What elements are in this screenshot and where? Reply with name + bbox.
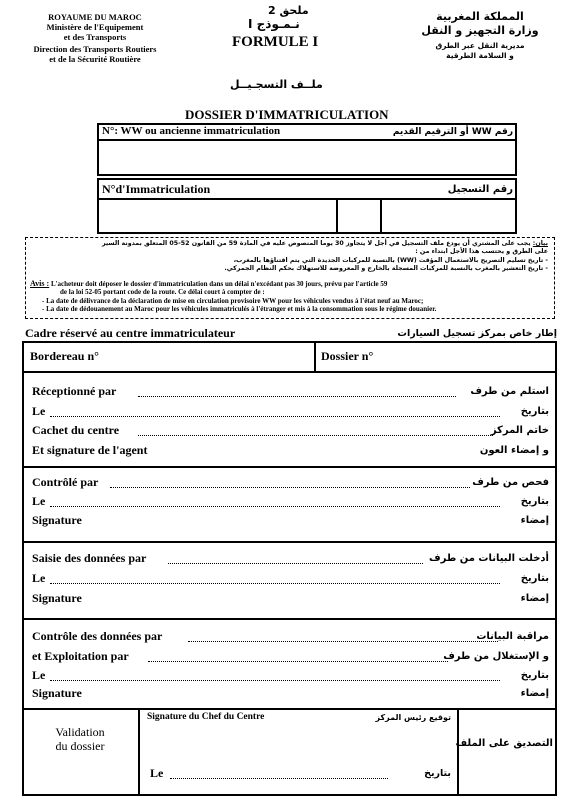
formule-title: FORMULE I [232,34,319,50]
row-label: Le [32,668,46,682]
row-dotted-field[interactable] [148,661,448,662]
bayan-label: بيان: [532,240,548,247]
immat-input-3[interactable] [382,200,515,232]
row-dotted-field[interactable] [50,506,500,507]
header-left-line: Direction des Transports Routiers [33,44,157,54]
row-label-ar: مراقبة البيانات [476,631,549,642]
row-label: et Exploitation par [32,649,129,663]
row-label: Cachet du centre [32,423,120,437]
row-label-ar: بتاريخ [520,573,549,584]
row-label-ar: بتاريخ [520,496,549,507]
notice-ar-line: على الطرق و يحتسب هذا الأجل ابتداء من : [415,248,548,256]
header-right-line: و السلامة الطرقية [446,51,514,60]
row-label: Réceptionné par [32,384,117,398]
row-label: Le [32,404,46,418]
notice-fr-line: - La date de délivrance de la déclaration de mise en circulation provisoire WW pour les véhicules vendus à l'état neuf au Maroc; [42,296,424,305]
header-left-line: et des Transports [63,32,127,42]
row-dotted-field[interactable] [50,583,500,584]
immat-label: N°d'Immatriculation [102,182,211,196]
ww-input[interactable] [99,141,515,174]
row-label: Contrôle des données par [32,629,163,643]
validation-sep-right [457,708,459,796]
row-dotted-field[interactable] [138,396,456,397]
row-label-ar: إمضاء [520,593,549,604]
row-label: Le [32,494,46,508]
immat-label-ar: رقم التسجيل [447,184,513,195]
validation-label-ar: التصديق على الملف [455,738,553,749]
block-divider [22,618,557,620]
row-label-ar: أدخلت البيانات من طرف [429,553,549,564]
bordereau-label: Bordereau n° [30,349,99,363]
validation-line: Validation [55,725,105,739]
validation-date-field[interactable] [170,778,388,779]
annex-label: ملحق 2 [268,4,309,17]
notice-fr-text: L'acheteur doit déposer le dossier d'immatriculation dans un délai n'excédant pas 30 jours, prévu par l'article 59 [50,280,388,288]
row-divider [22,371,557,373]
row-label-ar: فحص من طرف [472,477,549,488]
validation-line: du dossier [55,739,105,753]
bordereau-sep [314,341,316,371]
header-left-line: et de la Sécurité Routière [49,54,141,64]
immat-input-2[interactable] [338,200,379,232]
row-label-ar: إمضاء [520,515,549,526]
notice-ar-line: - تاريخ التعشير بالمغرب بالنسبة للمركبات المسجلة بالخارج و المعروضة للاستهلاك بحكم النظام الجمركي. [224,265,548,273]
dossier-input[interactable] [395,344,553,368]
chef-signature-area[interactable] [142,726,454,764]
header-left-line: ROYAUME DU MAROC [48,12,142,22]
row-label-ar: بتاريخ [520,670,549,681]
block-divider [22,466,557,468]
row-label: Le [32,571,46,585]
notice-fr-line: - La date de dédouanement au Maroc pour les véhicules immatriculés à l'étranger et mis à la consommation sous le régime douanier. [42,305,437,314]
row-label-ar: إمضاء [520,688,549,699]
row-label-ar: بتاريخ [520,406,549,417]
header-right [405,10,555,61]
notice-fr [30,280,552,314]
ww-label-ar: رقم WW أو الترقيم القديم [392,127,513,137]
row-dotted-field[interactable] [50,680,500,681]
notice-ar [32,240,548,274]
reserved-label: Cadre réservé au centre immatriculateur [25,326,236,340]
validation-date-label: Le [150,766,164,780]
header-right-line: مديرية النقل عبر الطرق [435,41,525,50]
bordereau-input[interactable] [120,344,310,368]
row-label: Signature [32,686,82,700]
notice-fr-line [30,280,552,288]
row-label: Signature [32,513,82,527]
model-label: نـمـوذج I [248,17,300,31]
validation-label [24,725,136,753]
validation-date-label-ar: بتاريخ [424,768,451,779]
row-label-ar: و الإستغلال من طرف [443,651,549,662]
row-label-ar: استلم من طرف [470,386,549,397]
row-label: Contrôlé par [32,475,99,489]
row-dotted-field[interactable] [50,416,500,417]
row-label-ar: خاتم المركز [490,425,549,436]
header-left-line: Ministère de l'Equipement [46,22,144,32]
header-right-line: وزارة التجهيز و النقل [421,24,539,37]
block-divider [22,541,557,543]
avis-label: Avis : [30,279,50,288]
notice-fr-line: de la loi 52-05 portant code de la route. Ce délai court à compter de : [60,288,265,297]
dossier-label: Dossier n° [321,349,374,363]
chef-label-ar: توقيع رئيس المركز [375,713,451,722]
block-divider [22,708,557,710]
row-dotted-field[interactable] [138,435,493,436]
ww-label: N°: WW ou ancienne immatriculation [102,125,281,137]
dossier-title-fr: DOSSIER D'IMMATRICULATION [185,107,389,122]
immat-input-1[interactable] [99,200,335,232]
dossier-title-ar: ملــف التسجـيــل [230,78,323,91]
notice-ar-line: - تاريخ تسليم التصريح بالاستعمال المؤقت (WW) بالنسبة للمركبات الجديدة التي يتم اقتناؤها بالمغرب، [233,256,548,264]
header-right-line: المملكة المغربية [436,10,524,23]
reserved-label-ar: إطار خاص بمركز تسجيل السيارات [397,328,557,339]
chef-label: Signature du Chef du Centre [147,712,265,722]
row-dotted-field[interactable] [188,641,498,642]
validation-sep-left [138,708,140,796]
row-label: Signature [32,591,82,605]
header-left [20,12,170,64]
row-dotted-field[interactable] [168,563,423,564]
row-label: Saisie des données par [32,551,147,565]
notice-ar-text: يجب على المشتري أن يودع ملف التسجيل في أجل لا يتجاوز 30 يوما المنصوص عليه في المادة 59 من القانون 52-05 المتعلق بمدونة السير [101,240,531,247]
row-label-ar: و إمضاء العون [479,445,549,456]
row-dotted-field[interactable] [110,487,470,488]
row-label: Et signature de l'agent [32,443,148,457]
